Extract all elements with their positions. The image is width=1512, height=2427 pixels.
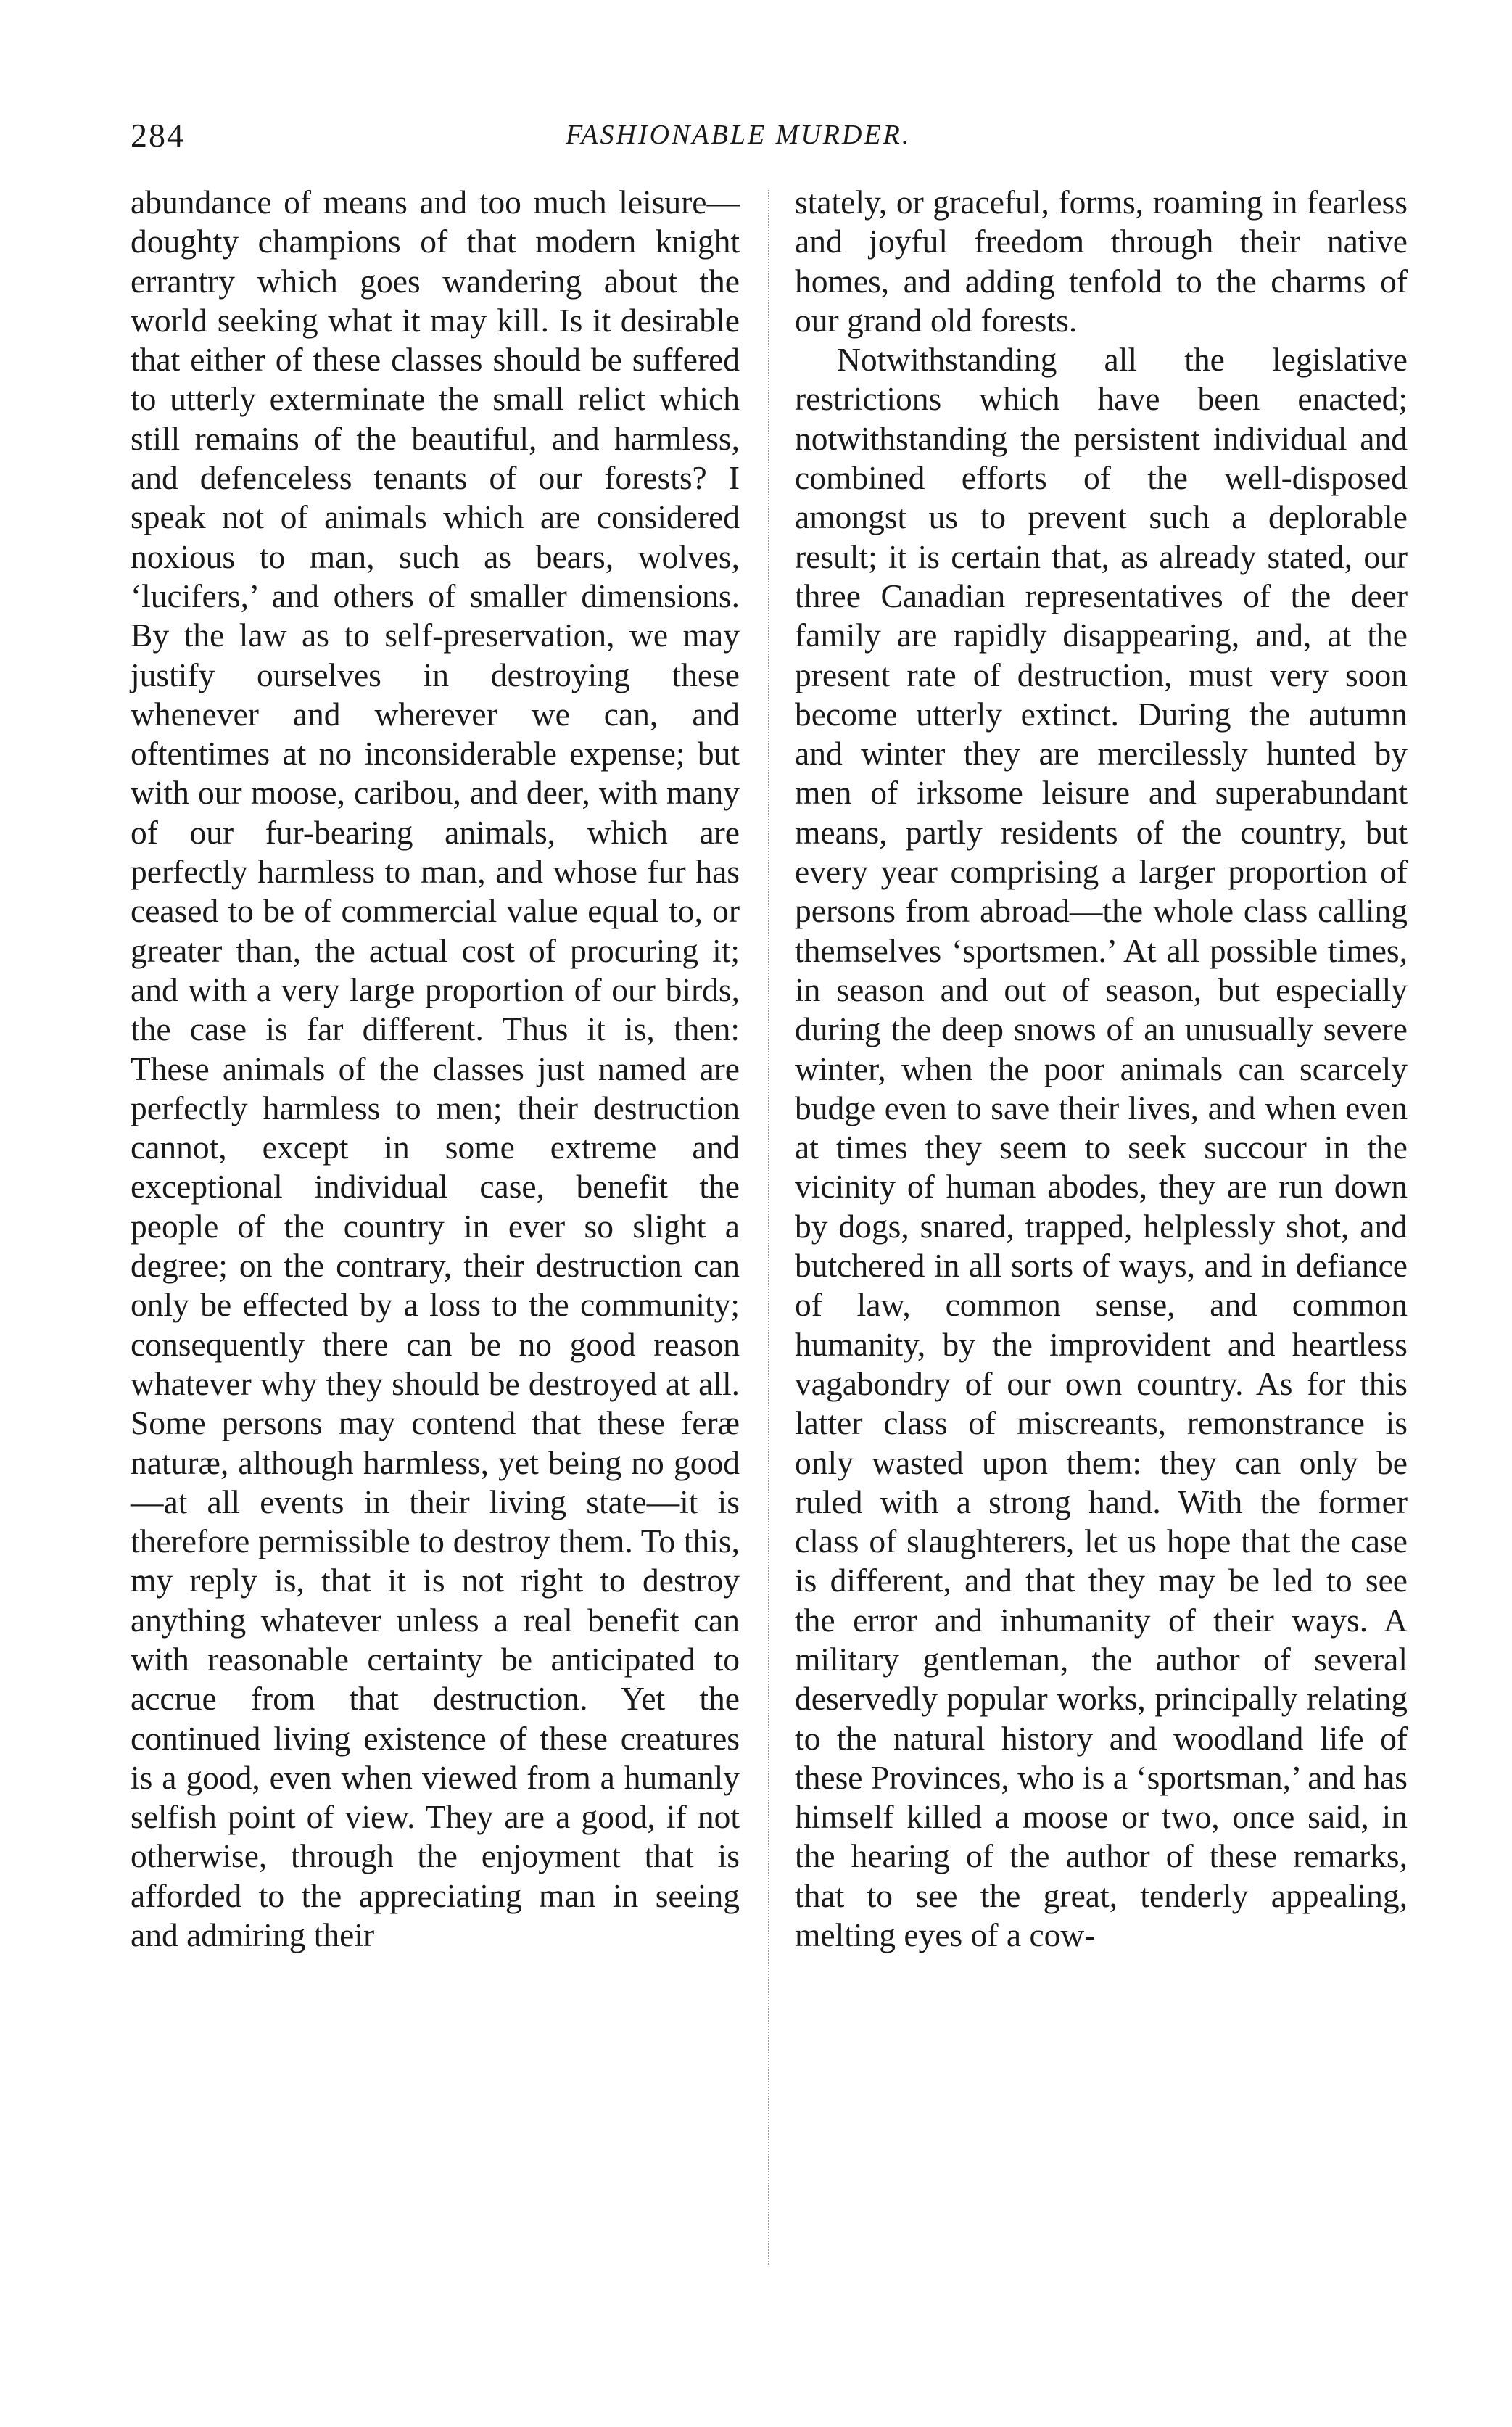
- left-column-paragraph: abundance of means and too much leisure—doughty champions of that modern knight errantry which goes wandering about the world seeking what it may kill. Is it desirable that either of these classes should be suffered to utterly exterminate the small relict which still remains of the beautiful, and harmless, and defenceless tenants of our forests? I speak not of animals which are considered noxious to man, such as bears, wolves, ‘lucifers,’ and others of smaller dimensions. By the law as to self-preservation, we may justify ourselves in destroying these whenever and wherever we can, and oftentimes at no inconsiderable expense; but with our moose, caribou, and deer, with many of our fur-bearing animals, which are perfectly harmless to man, and whose fur has ceased to be of commercial value equal to, or greater than, the actual cost of procuring it; and with a very large proportion of our birds, the case is far different. Thus it is, then: These animals of the classes just named are perfectly harmless to men; their destruction cannot, except in some extreme and exceptional individual case, benefit the people of the country in ever so slight a degree; on the contrary, their destruction can only be effected by a loss to the community; consequently there can be no good reason whatever why they should be destroyed at all. Some persons may contend that these feræ naturæ, although harmless, yet being no good—at all events in their living state—it is therefore permissible to destroy them. To this, my reply is, that it is not right to destroy anything whatever unless a real benefit can with reasonable certainty be anticipated to accrue from that destruction. Yet the continued living existence of these creatures is a good, even when viewed from a humanly selfish point of view. They are a good, if not otherwise, through the enjoyment that is afforded to the appreciating man in seeing and admiring their: [131, 184, 740, 1954]
- page-number: 284: [131, 117, 185, 154]
- left-column: [131, 183, 740, 1955]
- column-divider: [768, 190, 769, 2265]
- page-header: [131, 116, 1407, 167]
- right-column: [795, 183, 1408, 1955]
- right-column-paragraph-1: stately, or graceful, forms, roaming in fearless and joyful freedom through their native homes, and adding tenfold to the charms of our grand old forests.: [795, 184, 1408, 339]
- running-title: FASHIONABLE MURDER.: [566, 120, 912, 150]
- right-column-paragraph-2: Notwithstanding all the legislative restrictions which have been enacted; notwithstanding the persistent individual and combined efforts of the well-disposed amongst us to prevent such a deplorable result; it is certain that, as already stated, our three Canadian representatives of the deer family are rapidly disappearing, and, at the present rate of destruction, must very soon become utterly extinct. During the autumn and winter they are mercilessly hunted by men of irksome leisure and superabundant means, partly residents of the country, but every year comprising a larger proportion of persons from abroad—the whole class calling themselves ‘sportsmen.’ At all possible times, in season and out of season, but especially during the deep snows of an unusually severe winter, when the poor animals can scarcely budge even to save their lives, and when even at times they seem to seek succour in the vicinity of human abodes, they are run down by dogs, snared, trapped, helplessly shot, and butchered in all sorts of ways, and in defiance of law, common sense, and common humanity, by the improvident and heartless vagabondry of our own country. As for this latter class of miscreants, remonstrance is only wasted upon them: they can only be ruled with a strong hand. With the former class of slaughterers, let us hope that the case is different, and that they may be led to see the error and inhumanity of their ways. A military gentleman, the author of several deservedly popular works, principally relating to the natural history and woodland life of these Provinces, who is a ‘sportsman,’ and has himself killed a moose or two, once said, in the hearing of the author of these remarks, that to see the great, tenderly appealing, melting eyes of a cow-: [795, 341, 1408, 1954]
